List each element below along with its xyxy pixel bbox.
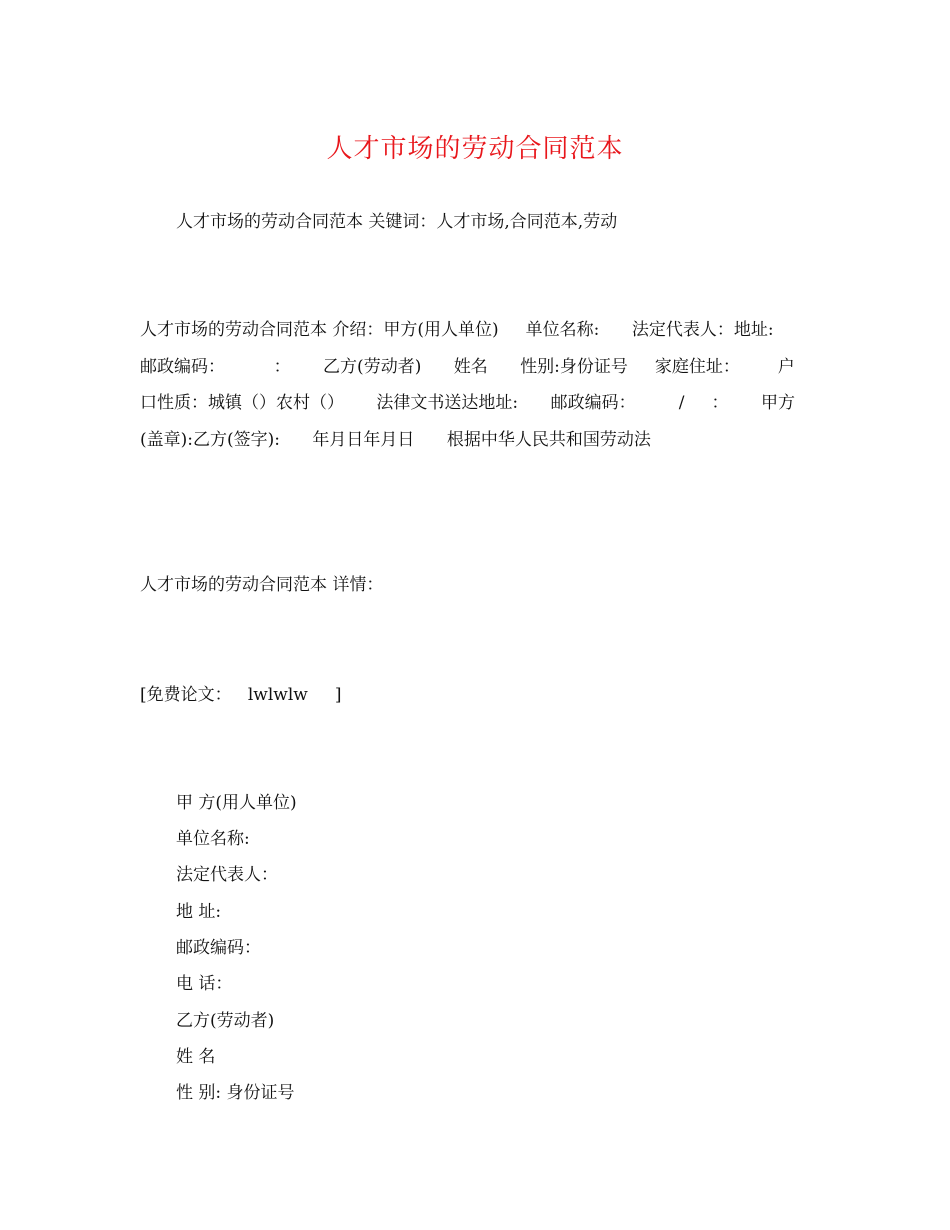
field-address: 地 址:	[176, 902, 222, 922]
details-heading: 人才市场的劳动合同范本 详情：	[140, 575, 384, 595]
keywords-line: 人才市场的劳动合同范本 关键词：人才市场,合同范本,劳动	[176, 212, 618, 232]
field-legal-representative: 法定代表人：	[176, 865, 278, 885]
field-company-name: 单位名称:	[176, 829, 250, 849]
field-phone: 电 话：	[176, 974, 233, 994]
document-title: 人才市场的劳动合同范本	[326, 134, 624, 164]
field-gender-id: 性 别: 身份证号	[176, 1083, 295, 1103]
field-party-a: 甲 方(用人单位)	[176, 793, 297, 813]
field-party-b: 乙方(劳动者)	[176, 1011, 275, 1031]
field-postal-code: 邮政编码：	[176, 938, 261, 958]
free-paper-line: [免费论文： lwlwlw ]	[140, 685, 342, 705]
field-name: 姓 名	[176, 1047, 216, 1067]
intro-paragraph: 人才市场的劳动合同范本 介绍：甲方(用人单位) 单位名称: 法定代表人：地址: 邮政编码： ： 乙方(劳动者) 姓名 性别:身份证号 家庭住址： 户口性质：城镇（）农村（） 法律文书送达地址: 邮政编码： / ： 甲方(盖章):乙方(签字): 年月日年月日 根据中华人民共和国劳动法	[140, 320, 807, 450]
